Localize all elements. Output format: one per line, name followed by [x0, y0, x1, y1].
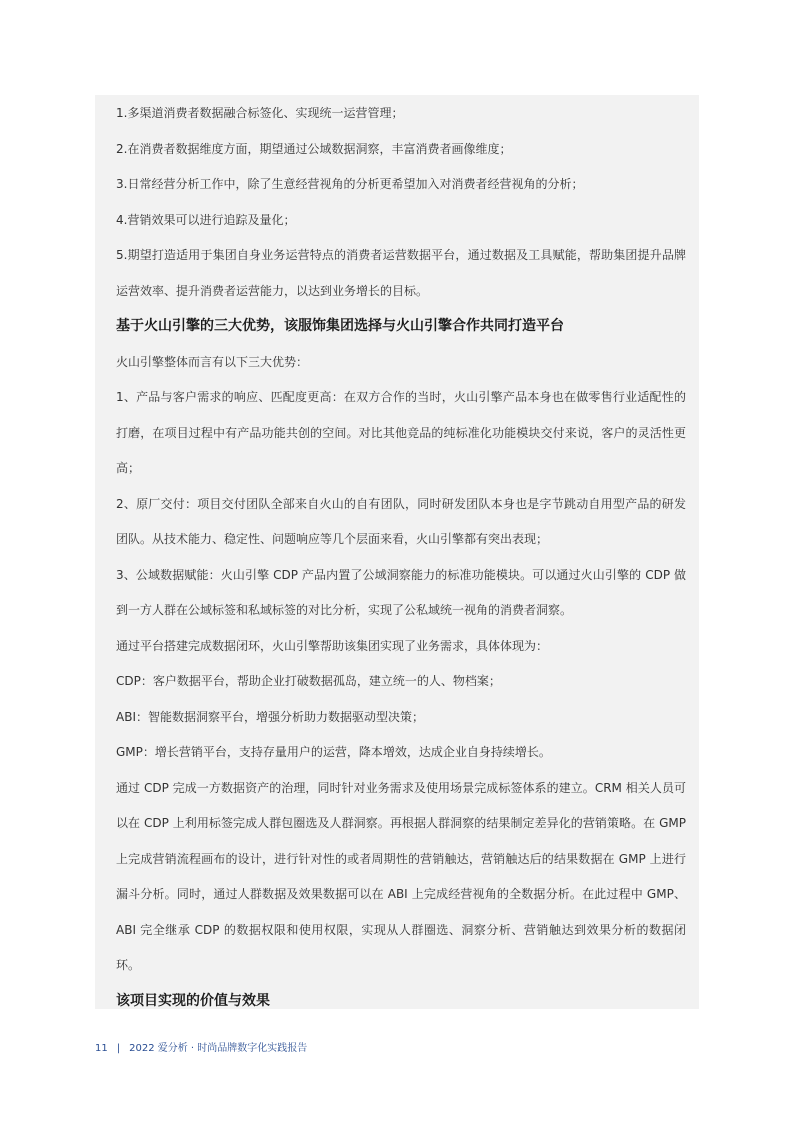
requirement-item-4: 4.营销效果可以进行追踪及量化； — [116, 212, 296, 227]
document-body — [116, 96, 686, 1019]
requirement-item-1: 1.多渠道消费者数据融合标签化、实现统一运营管理； — [116, 106, 404, 120]
requirement-item-5: 5.期望打造适用于集团自身业务运营特点的消费者运营数据平台，通过数据及工具赋能，帮助集团提升品牌运营效率、提升消费者运营能力，以达到业务增长的目标。 — [116, 248, 686, 298]
advantages-intro: 火山引擎整体而言有以下三大优势： — [116, 354, 309, 369]
advantage-1: 1、产品与客户需求的响应、匹配度更高：在双方合作的当时，火山引擎产品本身也在做零售行业适配性的打磨，在项目过程中有产品功能共创的空间。对比其他竞品的纯标准化功能模块交付来说，客户的灵活性更高； — [116, 390, 686, 475]
data-loop-description: 通过 CDP 完成一方数据资产的治理，同时针对业务需求及使用场景完成标签体系的建立。CRM 相关人员可以在 CDP 上利用标签完成人群包圈选及人群洞察。再根据人群洞察的结果制定差异化的营销策略。在 GMP 上完成营销流程画布的设计，进行针对性的或者周期性的营销触达，营销触达后的结果数据在 GMP 上进行漏斗分析。同时，通过人群数据及效果数据可以在 ABI 上完成经营视角的全数据分析。在此过程中 GMP、ABI 完全继承 CDP 的数据权限和使用权限，实现从人群圈选、洞察分析、营销触达到效果分析的数据闭环。 — [116, 780, 686, 972]
platform-intro: 通过平台搭建完成数据闭环，火山引擎帮助该集团实现了业务需求，具体体现为： — [116, 638, 549, 653]
requirement-item-2: 2.在消费者数据维度方面，期望通过公域数据洞察，丰富消费者画像维度； — [116, 141, 512, 156]
section-heading-advantages: 基于火山引擎的三大优势，该服饰集团选择与火山引擎合作共同打造平台 — [116, 318, 564, 334]
footer-separator: | — [116, 1043, 121, 1054]
advantage-3: 3、公域数据赋能：火山引擎 CDP 产品内置了公域洞察能力的标准功能模块。可以通过火山引擎的 CDP 做到一方人群在公域标签和私域标签的对比分析，实现了公私域统一视角的消费者洞察。 — [116, 567, 686, 617]
platform-gmp: GMP：增长营销平台，支持存量用户的运营，降本增效，达成企业自身持续增长。 — [116, 745, 551, 759]
advantage-2: 2、原厂交付：项目交付团队全部来自火山的自有团队，同时研发团队本身也是字节跳动自用型产品的研发团队。从技术能力、稳定性、问题响应等几个层面来看，火山引擎都有突出表现； — [116, 496, 686, 546]
page-number: 11 — [95, 1043, 108, 1054]
platform-cdp: CDP：客户数据平台，帮助企业打破数据孤岛，建立统一的人、物档案； — [116, 674, 501, 688]
platform-abi: ABI：智能数据洞察平台，增强分析助力数据驱动型决策； — [116, 709, 424, 724]
requirement-item-3: 3.日常经营分析工作中，除了生意经营视角的分析更希望加入对消费者经营视角的分析； — [116, 177, 584, 191]
section-heading-value: 该项目实现的价值与效果 — [116, 992, 270, 1009]
page-footer — [95, 1039, 307, 1054]
report-title: 2022 爱分析 · 时尚品牌数字化实践报告 — [129, 1043, 308, 1054]
